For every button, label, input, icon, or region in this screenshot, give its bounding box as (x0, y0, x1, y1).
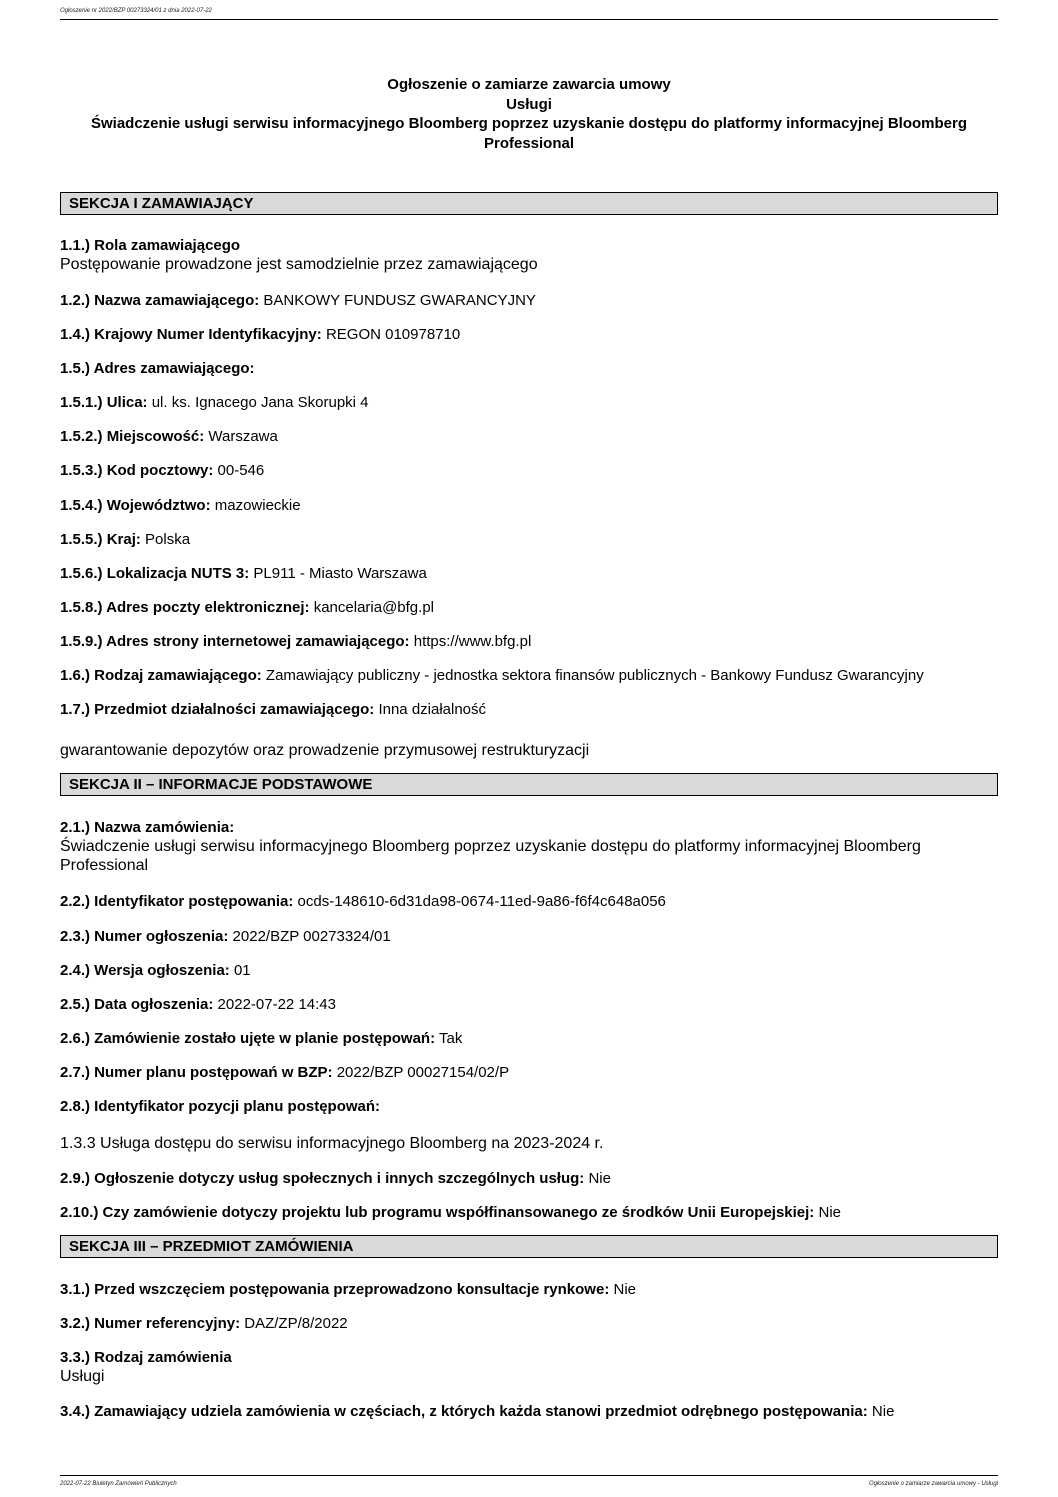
field-value: Warszawa (208, 428, 278, 445)
field-3-3 (60, 1348, 1000, 1386)
title-line-3: Świadczenie usługi serwisu informacyjnego Bloomberg poprzez uzyskanie dostępu do platformy informacyjnej Bloomberg (91, 115, 967, 132)
field-label: 1.5.5.) Kraj: (60, 531, 141, 548)
field-value: ocds-148610-6d31da98-0674-11ed-9a86-f6f4c648a056 (297, 893, 666, 910)
title-line-2: Usługi (506, 95, 552, 113)
field-label: 1.1.) Rola zamawiającego (60, 237, 241, 254)
field-label: 2.1.) Nazwa zamówienia: (60, 819, 235, 836)
field-value: Nie (613, 1281, 636, 1298)
field-1-5-8 (60, 598, 1000, 617)
field-value: 2022/BZP 00027154/02/P (336, 1064, 510, 1081)
field-label: 1.5.6.) Lokalizacja NUTS 3: (60, 565, 250, 582)
field-3-2 (60, 1314, 1000, 1333)
field-value: Postępowanie prowadzone jest samodzielnie przez zamawiającego (60, 256, 538, 273)
field-1-5-6 (60, 564, 1000, 583)
field-value: ul. ks. Ignacego Jana Skorupki 4 (151, 394, 369, 411)
field-label: 3.4.) Zamawiający udziela zamówienia w częściach, z których każda stanowi przedmiot odrębnego postępowania: (60, 1403, 868, 1420)
field-2-3 (60, 927, 1000, 946)
field-value: Nie (588, 1170, 611, 1187)
field-value: 00-546 (217, 462, 265, 479)
title-line-4: Professional (483, 134, 575, 152)
field-label: 3.1.) Przed wszczęciem postępowania przeprowadzono konsultacje rynkowe: (60, 1281, 610, 1298)
field-1-5-3 (60, 461, 1000, 480)
field-label: 1.2.) Nazwa zamawiającego: (60, 292, 260, 309)
header-rule (60, 19, 998, 20)
field-2-5 (60, 995, 1000, 1014)
field-3-1 (60, 1280, 1000, 1299)
field-1-5-1 (60, 393, 1000, 412)
field-1-5-4 (60, 496, 1000, 515)
field-2-8 (60, 1097, 1000, 1116)
field-value: 2022-07-22 14:43 (217, 996, 336, 1013)
section-2-title: SEKCJA II – INFORMACJE PODSTAWOWE (69, 776, 373, 793)
field-label: 1.5.) Adres zamawiającego: (60, 360, 255, 377)
page-header-text: Ogłoszenie nr 2022/BZP 00273324/01 z dnia 2022-07-22 (60, 8, 212, 14)
field-label: 2.9.) Ogłoszenie dotyczy usług społecznych i innych szczególnych usług: (60, 1170, 585, 1187)
section-1-title: SEKCJA I ZAMAWIAJĄCY (69, 195, 254, 212)
field-1-1 (60, 236, 1000, 274)
page-footer-right: Ogłoszenie o zamiarze zawarcia umowy - Usługi (868, 1481, 998, 1487)
field-value: Inna działalność (378, 701, 487, 718)
section-3-header (60, 1235, 998, 1258)
field-value: REGON 010978710 (325, 326, 461, 343)
field-label: 1.7.) Przedmiot działalności zamawiającego: (60, 701, 375, 718)
field-2-4 (60, 961, 1000, 980)
field-label: 2.3.) Numer ogłoszenia: (60, 928, 229, 945)
field-label: 1.5.3.) Kod pocztowy: (60, 462, 214, 479)
field-value: Polska (145, 531, 191, 548)
field-value: Świadczenie usługi serwisu informacyjnego Bloomberg poprzez uzyskanie dostępu do platformy informacyjnej Bloomberg Professional (60, 838, 921, 874)
field-label: 2.5.) Data ogłoszenia: (60, 996, 214, 1013)
field-1-5-2 (60, 427, 1000, 446)
field-label: 1.5.9.) Adres strony internetowej zamawiającego: (60, 633, 410, 650)
field-1-7 (60, 700, 1000, 719)
section-2-header (60, 773, 998, 796)
field-2-10 (60, 1203, 1000, 1222)
field-2-1 (60, 818, 1000, 875)
field-1-5-5 (60, 530, 1000, 549)
field-2-9 (60, 1169, 1000, 1188)
field-value: PL911 - Miasto Warszawa (253, 565, 427, 582)
field-label: 2.4.) Wersja ogłoszenia: (60, 962, 230, 979)
field-label: 1.5.2.) Miejscowość: (60, 428, 205, 445)
page-footer-left: 2022-07-22 Biuletyn Zamówień Publicznych (60, 1481, 177, 1487)
field-value: BANKOWY FUNDUSZ GWARANCYJNY (263, 292, 536, 309)
field-label: 2.2.) Identyfikator postępowania: (60, 893, 294, 910)
field-label: 1.5.8.) Adres poczty elektronicznej: (60, 599, 310, 616)
field-value: Zamawiający publiczny - jednostka sektora finansów publicznych - Bankowy Fundusz Gwarancyjny (265, 667, 924, 684)
field-1-5-9 (60, 632, 1000, 651)
field-2-8-value: 1.3.3 Usługa dostępu do serwisu informacyjnego Bloomberg na 2023-2024 r. (60, 1135, 604, 1152)
field-1-6 (60, 666, 1000, 685)
field-label: 2.8.) Identyfikator pozycji planu postępowań: (60, 1098, 381, 1115)
field-label: 2.10.) Czy zamówienie dotyczy projektu lub programu współfinansowanego ze środków Unii Europejskiej: (60, 1204, 815, 1221)
footer-rule (60, 1475, 998, 1476)
section-1-header (60, 192, 998, 215)
field-label: 3.3.) Rodzaj zamówienia (60, 1349, 232, 1366)
field-value: mazowieckie (214, 497, 301, 514)
field-value: https://www.bfg.pl (413, 633, 532, 650)
document-title (60, 75, 998, 153)
section-3-title: SEKCJA III – PRZEDMIOT ZAMÓWIENIA (69, 1238, 354, 1255)
field-2-7 (60, 1063, 1000, 1082)
field-value: kancelaria@bfg.pl (313, 599, 434, 616)
field-2-2 (60, 892, 1000, 911)
field-label: 2.7.) Numer planu postępowań w BZP: (60, 1064, 333, 1081)
field-label: 1.5.4.) Województwo: (60, 497, 211, 514)
field-value: DAZ/ZP/8/2022 (244, 1315, 348, 1332)
field-value: 2022/BZP 00273324/01 (232, 928, 391, 945)
field-1-2 (60, 291, 1000, 310)
field-2-6 (60, 1029, 1000, 1048)
field-value: 01 (233, 962, 251, 979)
field-label: 2.6.) Zamówienie zostało ujęte w planie postępowań: (60, 1030, 436, 1047)
field-label: 1.4.) Krajowy Numer Identyfikacyjny: (60, 326, 322, 343)
field-value: Tak (438, 1030, 463, 1047)
field-value: Nie (871, 1403, 895, 1420)
field-label: 3.2.) Numer referencyjny: (60, 1315, 241, 1332)
field-1-4 (60, 325, 1000, 344)
field-value: Usługi (60, 1368, 105, 1385)
field-1-5 (60, 359, 1000, 378)
field-1-7-description: gwarantowanie depozytów oraz prowadzenie przymusowej restrukturyzacji (60, 742, 590, 759)
field-value: Nie (818, 1204, 841, 1221)
field-3-4 (60, 1402, 1000, 1421)
field-label: 1.5.1.) Ulica: (60, 394, 148, 411)
title-line-1: Ogłoszenie o zamiarze zawarcia umowy (387, 76, 671, 93)
field-label: 1.6.) Rodzaj zamawiającego: (60, 667, 262, 684)
